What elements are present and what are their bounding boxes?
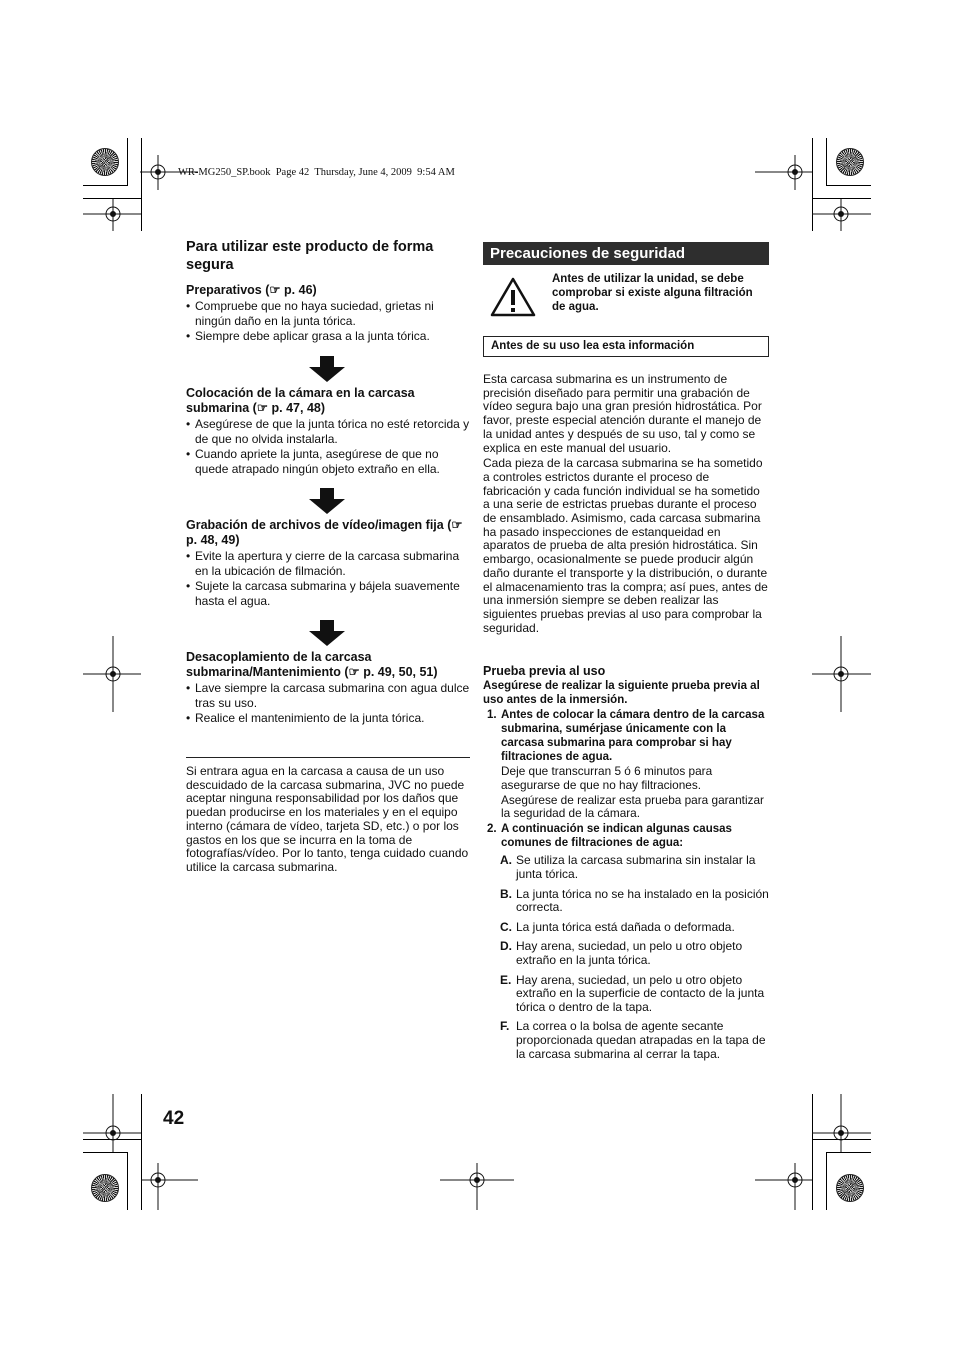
- disclaimer: Si entrara agua en la carcasa a causa de un uso descuidado de la carcasa submarina, JVC no puede aceptar ninguna responsabilidad por los daños que puedan producirse en los materiales y en el equipo interno (cámara de vídeo, tarjeta SD, etc.) o por los gastos en los que se incurra en la toma de fotografías/vídeo. Por lo tanto, tenga cuidado cuando utilice la carcasa submarina.: [186, 764, 469, 874]
- list-item: F. La correa o la bolsa de agente secante proporcionada quedan atrapadas en la tapa de la carcasa submarina al cerrar la tapa.: [500, 1019, 766, 1061]
- crosshair-icon: [83, 199, 141, 231]
- step-preparativos: [186, 283, 470, 344]
- list-item: • Asegúrese de que la junta tórica no esté retorcida y de que no olvida instalarla.: [186, 417, 470, 446]
- list-item: B. La junta tórica no se ha instalado en la posición correcta.: [500, 886, 769, 915]
- list-item: D. Hay arena, suciedad, un pelo u otro objeto extraño en la junta tórica.: [500, 939, 743, 967]
- divider: [186, 757, 470, 758]
- left-title: Para utilizar este producto de forma segura: [186, 239, 434, 273]
- pretest-section: [483, 664, 769, 1061]
- list-item: A. Se utiliza la carcasa submarina sin instalar la junta tórica.: [500, 853, 756, 882]
- step-heading: Preparativos (☞ p. 46): [186, 283, 317, 297]
- down-arrow-icon: [309, 356, 345, 382]
- crosshair-icon: [755, 1163, 812, 1210]
- crosshair-icon: [83, 636, 141, 712]
- list-item: E. Hay arena, suciedad, un pelo u otro objeto extraño en la superficie de contacto de la junta tórica o dentro de la tapa.: [500, 972, 765, 1014]
- list-item: • Cuando apriete la junta, asegúrese de que no quede atrapado ningún objeto extraño en ella.: [186, 447, 440, 476]
- warning-text: Antes de utilizar la unidad, se debe comprobar si existe alguna filtración de agua.: [552, 273, 753, 313]
- crosshair-icon: [440, 1163, 514, 1210]
- numbered-item: 2. A continuación se indican algunas causas comunes de filtraciones de agua:: [487, 823, 732, 849]
- crosshair-icon: [812, 199, 871, 231]
- crosshair-icon: [141, 1163, 198, 1210]
- page-number: 42: [163, 1108, 185, 1129]
- down-arrow-icon: [309, 620, 345, 646]
- list-item: C. La junta tórica está dañada o deformada.: [500, 919, 735, 934]
- crosshair-icon: [812, 1094, 871, 1152]
- list-item: • Evite la apertura y cierre de la carcasa submarina en la ubicación de filmación.: [186, 549, 460, 578]
- intro-paragraphs: [483, 373, 769, 635]
- step-heading: Grabación de archivos de vídeo/imagen fija (☞ p. 48, 49): [186, 518, 463, 547]
- crosshair-icon: [812, 636, 871, 712]
- step-grabacion: [186, 518, 470, 608]
- step-heading: Colocación de la cámara en la carcasa submarina (☞ p. 47, 48): [186, 386, 415, 415]
- numbered-item: 1. Antes de colocar la cámara dentro de la carcasa submarina, sumérjase únicamente con la carcasa submarina para comprobar si hay filtraciones de agua. Deje que transcurran 5 ó 6 minutos para asegurarse de que no hay filtraciones. Asegúrese de realizar esta prueba para garantizar la seguridad de la cámara.: [487, 709, 765, 821]
- step-heading: Desacoplamiento de la carcasa submarina/Mantenimiento (☞ p. 49, 50, 51): [186, 650, 438, 679]
- paragraph: Cada pieza de la carcasa submarina se ha sometido a controles estrictos durante el proceso de fabricación y cada función individual se ha sometido a una serie de estrictas pruebas durante el proceso de ensamblado. Asimismo, cada carcasa submarina ha pasado inspecciones de estanqueidad en aparatos de prueba de alta presión hidrostática. Sin embargo, ocasionalmente se puede producir algún daño durante el transporte y la distribución, o durante el almacenamiento tras la compra; así pues, antes de una inmersión siempre se deben realizar las siguientes pruebas previas al uso para comprobar la seguridad.: [483, 456, 768, 635]
- pretest-intro: Asegúrese de realizar la siguiente prueba previa al uso antes de la inmersión.: [483, 680, 760, 706]
- list-item: • Sujete la carcasa submarina y bájela suavemente hasta el agua.: [186, 579, 460, 608]
- info-box-label: Antes de su uso lea esta información: [483, 336, 769, 357]
- list-item: • Siempre debe aplicar grasa a la junta tórica.: [186, 329, 430, 343]
- print-header: WR-MG250_SP.book Page 42 Thursday, June 4, 2009 9:54 AM: [178, 167, 455, 178]
- list-item: • Lave siempre la carcasa submarina con agua dulce tras su uso.: [186, 681, 470, 710]
- step-desacoplamiento: [186, 650, 470, 726]
- list-item: • Realice el mantenimiento de la junta tórica.: [186, 711, 425, 725]
- paragraph: Esta carcasa submarina es un instrumento de precisión diseñado para permitir una grabación de vídeo segura bajo una gran presión hidrostática. Por favor, preste especial atención durante el manejo de la unidad antes y después de su uso, tal y como se explica en este manual del usuario.: [483, 372, 762, 455]
- section-title: Precauciones de seguridad: [483, 242, 769, 265]
- warning-triangle-icon: [490, 277, 536, 317]
- down-arrow-icon: [309, 488, 345, 514]
- crosshair-icon: [83, 1094, 141, 1152]
- list-item: • Compruebe que no haya suciedad, grietas ni ningún daño en la junta tórica.: [186, 299, 434, 328]
- crosshair-icon: [755, 155, 812, 190]
- pretest-title: Prueba previa al uso: [483, 664, 606, 678]
- step-colocacion: [186, 386, 470, 476]
